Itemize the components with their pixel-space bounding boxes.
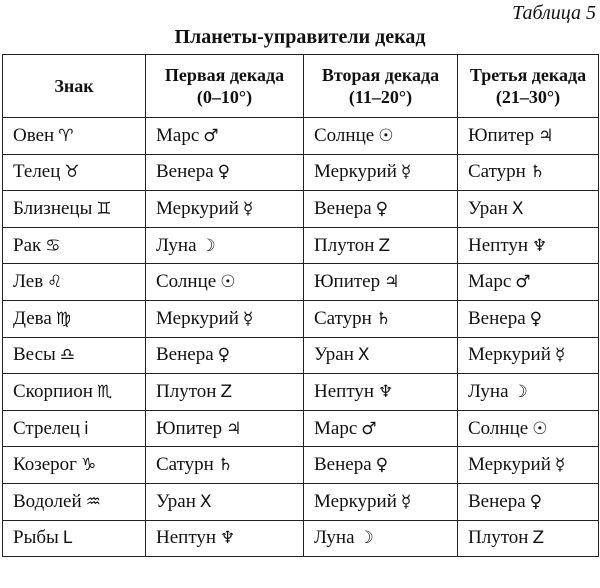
- first-decan-cell: [146, 410, 304, 447]
- planet-name: Венера: [314, 454, 372, 476]
- zodiac-symbol-icon: ♊: [96, 198, 112, 219]
- planet-symbol-icon: ♃: [226, 418, 242, 439]
- planet-symbol-icon: ♀: [529, 308, 543, 329]
- sign-name: Водолей: [13, 490, 82, 512]
- planet-name: Нептун: [314, 380, 375, 402]
- sign-name: Весы: [13, 344, 56, 366]
- planet-name: Солнце: [156, 271, 217, 293]
- planet-symbol-icon: ♀: [375, 455, 389, 476]
- planet-symbol-icon: ☽: [358, 528, 374, 549]
- header-degree-range: (0–10°): [196, 87, 253, 107]
- zodiac-symbol-icon: ♎: [59, 345, 76, 366]
- planet-name: Меркурий: [156, 197, 239, 219]
- zodiac-symbol-icon: ♈: [58, 125, 74, 146]
- second-decan-cell: [304, 154, 458, 191]
- sign-cell: [3, 191, 146, 228]
- planet-name: Нептун: [156, 527, 217, 549]
- header-label: Знак: [54, 76, 94, 96]
- planet-symbol-icon: Z: [532, 528, 545, 549]
- planet-name: Меркурий: [468, 454, 551, 476]
- second-decan-cell: [304, 300, 458, 337]
- zodiac-symbol-icon: ♋: [45, 235, 61, 256]
- planet-symbol-icon: ☽: [200, 235, 216, 256]
- second-decan-cell: [304, 374, 458, 411]
- sign-name: Рыбы: [13, 527, 59, 549]
- first-decan-cell: [146, 483, 304, 520]
- planet-symbol-icon: ♀: [217, 162, 231, 183]
- third-decan-cell: [458, 520, 599, 557]
- planet-symbol-icon: ♄: [217, 455, 234, 476]
- planet-name: Сатурн: [468, 161, 526, 183]
- sign-name: Овен: [13, 124, 55, 146]
- table-title: Планеты-управители декад: [174, 26, 426, 48]
- zodiac-symbol-icon: ♑: [80, 455, 97, 476]
- zodiac-symbol-icon: ♏: [96, 381, 113, 402]
- first-decan-cell: [146, 520, 304, 557]
- third-decan-cell: [458, 300, 599, 337]
- planet-symbol-icon: ♂: [203, 125, 219, 146]
- planet-name: Сатурн: [156, 454, 214, 476]
- header-row: [3, 55, 599, 118]
- planet-name: Венера: [314, 197, 372, 219]
- planet-symbol-icon: ☉: [378, 125, 394, 146]
- planet-name: Венера: [468, 307, 526, 329]
- table-row: [3, 118, 599, 155]
- first-decan-cell: [146, 118, 304, 155]
- planet-symbol-icon: X: [199, 491, 212, 512]
- second-decan-cell: [304, 227, 458, 264]
- header-label: Третья декада: [469, 65, 587, 85]
- planet-name: Уран: [314, 344, 354, 366]
- planet-symbol-icon: ☿: [400, 491, 412, 512]
- planet-name: Марс: [468, 271, 512, 293]
- sign-cell: [3, 410, 146, 447]
- planet-symbol-icon: ☽: [512, 381, 528, 402]
- planet-symbol-icon: ♆: [220, 528, 236, 549]
- planet-symbol-icon: ☿: [554, 455, 566, 476]
- table-row: [3, 264, 599, 301]
- table-row: [3, 300, 599, 337]
- third-decan-cell: [458, 191, 599, 228]
- first-decan-cell: [146, 374, 304, 411]
- planet-symbol-icon: ☿: [242, 198, 254, 219]
- first-decan-cell: [146, 337, 304, 374]
- sign-cell: [3, 337, 146, 374]
- first-decan-cell: [146, 264, 304, 301]
- planet-name: Луна: [314, 527, 355, 549]
- sign-cell: [3, 483, 146, 520]
- third-decan-cell: [458, 337, 599, 374]
- sign-cell: [3, 447, 146, 484]
- header-third-decan: [458, 55, 599, 118]
- sign-cell: [3, 264, 146, 301]
- sign-name: Телец: [13, 161, 61, 183]
- zodiac-symbol-icon: ♍: [55, 308, 72, 329]
- second-decan-cell: [304, 264, 458, 301]
- sign-cell: [3, 300, 146, 337]
- planet-symbol-icon: Z: [378, 235, 391, 256]
- planet-symbol-icon: ☿: [242, 308, 254, 329]
- zodiac-symbol-icon: L: [62, 528, 73, 549]
- planet-symbol-icon: Z: [220, 381, 233, 402]
- second-decan-cell: [304, 191, 458, 228]
- planet-symbol-icon: ♀: [529, 491, 543, 512]
- planet-name: Меркурий: [156, 307, 239, 329]
- planet-name: Солнце: [314, 124, 375, 146]
- sign-name: Лев: [13, 271, 44, 293]
- zodiac-symbol-icon: ♉: [64, 162, 80, 183]
- first-decan-cell: [146, 154, 304, 191]
- planet-name: Сатурн: [314, 307, 372, 329]
- planet-symbol-icon: ♄: [529, 162, 546, 183]
- first-decan-cell: [146, 227, 304, 264]
- planet-symbol-icon: ♀: [375, 198, 389, 219]
- first-decan-cell: [146, 447, 304, 484]
- planet-name: Меркурий: [468, 344, 551, 366]
- sign-name: Козерог: [13, 454, 77, 476]
- second-decan-cell: [304, 483, 458, 520]
- sign-name: Скорпион: [13, 380, 93, 402]
- second-decan-cell: [304, 520, 458, 557]
- table-row: [3, 520, 599, 557]
- planet-name: Нептун: [468, 234, 529, 256]
- decan-rulers-table: [2, 54, 599, 557]
- header-second-decan: [304, 55, 458, 118]
- planet-symbol-icon: X: [357, 345, 370, 366]
- sign-cell: [3, 154, 146, 191]
- third-decan-cell: [458, 118, 599, 155]
- planet-symbol-icon: ♀: [217, 345, 231, 366]
- planet-symbol-icon: ♂: [515, 272, 531, 293]
- table-row: [3, 337, 599, 374]
- planet-symbol-icon: ♃: [384, 272, 400, 293]
- planet-symbol-icon: ☿: [400, 162, 412, 183]
- planet-name: Солнце: [468, 417, 529, 439]
- planet-name: Марс: [314, 417, 358, 439]
- planet-name: Венера: [468, 490, 526, 512]
- planet-symbol-icon: ♆: [532, 235, 548, 256]
- planet-symbol-icon: ♂: [361, 418, 377, 439]
- planet-name: Венера: [156, 344, 214, 366]
- sign-cell: [3, 374, 146, 411]
- sign-cell: [3, 118, 146, 155]
- planet-name: Луна: [468, 380, 509, 402]
- second-decan-cell: [304, 410, 458, 447]
- planet-name: Меркурий: [314, 490, 397, 512]
- planet-symbol-icon: ♃: [538, 125, 554, 146]
- planet-name: Уран: [156, 490, 196, 512]
- third-decan-cell: [458, 374, 599, 411]
- sign-cell: [3, 227, 146, 264]
- planet-symbol-icon: ☉: [532, 418, 548, 439]
- third-decan-cell: [458, 264, 599, 301]
- planet-symbol-icon: X: [511, 198, 524, 219]
- planet-name: Луна: [156, 234, 197, 256]
- zodiac-symbol-icon: i: [83, 418, 89, 439]
- planet-name: Марс: [156, 124, 200, 146]
- header-first-decan: [146, 55, 304, 118]
- table-row: [3, 227, 599, 264]
- planet-name: Уран: [468, 197, 508, 219]
- sign-name: Дева: [13, 307, 52, 329]
- table-row: [3, 154, 599, 191]
- table-row: [3, 483, 599, 520]
- second-decan-cell: [304, 337, 458, 374]
- planet-name: Меркурий: [314, 161, 397, 183]
- sign-name: Стрелец: [13, 417, 80, 439]
- header-degree-range: (11–20°): [348, 87, 413, 107]
- planet-symbol-icon: ☿: [554, 345, 566, 366]
- planet-name: Плутон: [156, 380, 217, 402]
- sign-cell: [3, 520, 146, 557]
- third-decan-cell: [458, 227, 599, 264]
- second-decan-cell: [304, 447, 458, 484]
- planet-name: Плутон: [468, 527, 529, 549]
- planet-name: Юпитер: [156, 417, 223, 439]
- second-decan-cell: [304, 118, 458, 155]
- planet-symbol-icon: ☉: [220, 272, 236, 293]
- planet-name: Юпитер: [468, 124, 535, 146]
- planet-name: Плутон: [314, 234, 375, 256]
- header-label: Первая декада: [164, 65, 285, 85]
- third-decan-cell: [458, 483, 599, 520]
- table-row: [3, 447, 599, 484]
- first-decan-cell: [146, 300, 304, 337]
- third-decan-cell: [458, 154, 599, 191]
- table-row: [3, 410, 599, 447]
- first-decan-cell: [146, 191, 304, 228]
- planet-symbol-icon: ♄: [375, 308, 392, 329]
- header-degree-range: (21–30°): [495, 87, 561, 107]
- header-label: Вторая декада: [321, 65, 440, 85]
- sign-name: Близнецы: [13, 197, 93, 219]
- sign-name: Рак: [13, 234, 42, 256]
- zodiac-symbol-icon: ♌: [47, 272, 63, 293]
- planet-name: Венера: [156, 161, 214, 183]
- header-sign: [3, 55, 146, 118]
- zodiac-symbol-icon: ♒: [85, 491, 101, 512]
- table-row: [3, 374, 599, 411]
- table-caption: Таблица 5: [512, 2, 596, 24]
- table-row: [3, 191, 599, 228]
- third-decan-cell: [458, 410, 599, 447]
- planet-symbol-icon: ♆: [378, 381, 394, 402]
- third-decan-cell: [458, 447, 599, 484]
- planet-name: Юпитер: [314, 271, 381, 293]
